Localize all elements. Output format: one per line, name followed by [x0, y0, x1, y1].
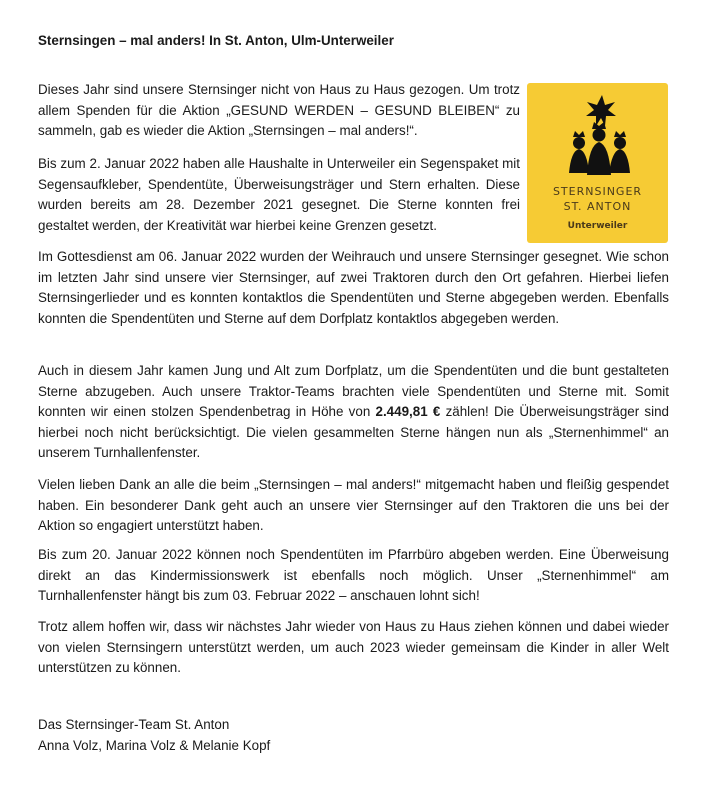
signature [38, 715, 270, 756]
signature-team: Das Sternsinger-Team St. Anton [38, 717, 230, 732]
signature-names: Anna Volz, Marina Volz & Melanie Kopf [38, 737, 271, 753]
paragraph-intro: Dieses Jahr sind unsere Sternsinger nicht von Haus zu Haus gezogen. Um trotz allem Spenden für die Aktion „GESUND WERDEN – GESUND BLEIBEN“ zu sammeln, gab es wieder die Aktion „Sternsingen – mal anders!“. [38, 82, 520, 138]
page-title: Sternsingen – mal anders! In St. Anton, Ulm-Unterweiler [38, 33, 394, 48]
three-kings-icon [527, 83, 668, 243]
paragraph-termine: Bis zum 20. Januar 2022 können noch Spendentüten im Pfarrbüro abgeben werden. Eine Überweisung direkt an das Kindermissionswerk ist ebenfalls noch möglich. Unser „Sternenhimmel“ am Turnhallenfenster hängt bis zum 03. Februar 2022 – anschauen lohnt sich! [38, 547, 669, 603]
kings-figures-icon [569, 122, 630, 175]
paragraph-ausblick: Trotz allem hoffen wir, dass wir nächstes Jahr wieder von Haus zu Haus ziehen können und dabei wieder von vielen Sternsingern unterstützt werden, um auch 2023 wieder gemeinsam die Kinder in aller Welt unterstützen zu können. [38, 619, 669, 675]
paragraph-spendenbetrag-before: Auch in diesem Jahr kamen Jung und Alt zum Dorfplatz, um die Spendentüten und die bunt gestalteten Sterne abzugeben. Auch unsere Traktor-Teams brachten viele Spendentüten und Sterne mit. Somit konnten wir einen stolzen Spendenbetrag in Höhe von [38, 363, 669, 419]
paragraph-spendenbetrag-after: zählen! Die Überweisungsträger sind hierbei noch nicht berücksichtigt. Die vielen gesammelten Sterne hängen nun als „Sternenhimmel“ an unserem Turnhallenfenster. [38, 404, 669, 460]
paragraph-spendenbetrag [38, 361, 669, 464]
logo-line-sternsinger: STERNSINGER [552, 185, 643, 198]
donation-amount: 2.449,81 € [375, 404, 441, 419]
paragraph-segenspaket: Bis zum 2. Januar 2022 haben alle Haushalte in Unterweiler ein Segenspaket mit Segensaufkleber, Spendentüte, Überweisungsträger und Stern erhalten. Diese wurden bereits am 28. Dezember 2021 gesegnet. Die Sterne konnten frei gestaltet werden, der Kreativität war hierbei keine Grenzen gesetzt. [38, 156, 520, 233]
star-icon [586, 95, 616, 126]
sternsinger-logo [527, 83, 668, 243]
paragraph-dank: Vielen lieben Dank an alle die beim „Sternsingen – mal anders!“ mitgemacht haben und fleißig gespendet haben. Ein besonderer Dank geht auch an unsere vier Sternsinger auf den Traktoren die uns bei der Aktion so engagiert unterstützt haben. [38, 477, 669, 533]
logo-line-unterweiler: Unterweiler [567, 221, 628, 231]
logo-line-st-anton: ST. ANTON [563, 200, 632, 213]
paragraph-gottesdienst: Im Gottesdienst am 06. Januar 2022 wurden der Weihrauch und unsere Sternsinger gesegnet. Wie schon im letzten Jahr sind unsere vier Sternsinger, auf zwei Traktoren durch den Ort gefahren. Hierbei liefen Sternsingerlieder und es konnten kontaktlos die Spendentüten und Sterne abgegeben werden. Ebenfalls konnten die Spendentüten und Sterne auf dem Dorfplatz kontaktlos abgegeben werden. [38, 249, 669, 326]
